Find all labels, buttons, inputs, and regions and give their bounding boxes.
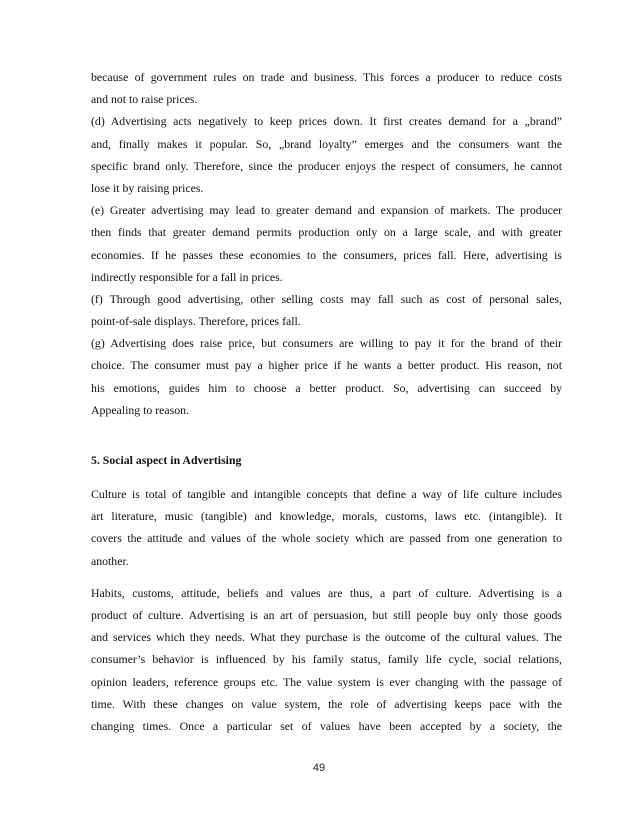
text-line: Culture is total of tangible and intangible concepts that define a way of life culture includes [91,487,562,501]
text-line: and not to raise prices. [91,92,198,107]
text-line: covers the attitude and values of the whole society which are passed from one generation to [91,531,562,546]
text-line: specific brand only. Therefore, since the producer enjoys the respect of consumers, he cannot [91,158,562,173]
text-line: (f) Through good advertising, other selling costs may fall such as cost of personal sales, [91,291,562,306]
text-line: (g) Advertising does raise price, but consumers are willing to pay it for the brand of their [91,336,562,351]
paragraph-culture [91,483,562,572]
text-line: lose it by raising prices. [91,180,204,195]
text-line: changing times. Once a particular set of values have been accepted by a society, the [91,718,562,733]
list-item-d [91,110,562,199]
text-line: time. With these changes on value system, the role of advertising keeps pace with the [91,696,562,711]
paragraph-habits [91,582,562,737]
list-item-e [91,199,562,288]
text-line: product of culture. Advertising is an art of persuasion, but still people buy only those goods [91,607,562,622]
text-line: indirectly responsible for a fall in prices. [91,269,283,284]
text-line: consumer’s behavior is influenced by his family status, family life cycle, social relations, [91,652,562,667]
text-line: art literature, music (tangible) and knowledge, morals, customs, laws etc. (intangible). It [91,509,562,524]
text-line: (e) Greater advertising may lead to greater demand and expansion of markets. The producer [91,203,562,218]
text-line: and, finally makes it popular. So, „brand loyalty” emerges and the consumers want the [91,136,562,151]
text-line: another. [91,553,129,568]
text-line: Habits, customs, attitude, beliefs and values are thus, a part of culture. Advertising is a [91,585,562,600]
text-line: (d) Advertising acts negatively to keep prices down. It first creates demand for a „brand” [91,114,562,129]
list-item-f [91,288,562,332]
text-line: then finds that greater demand permits production only on a large scale, and with greater [91,225,562,240]
paragraph-continuation [91,66,562,110]
page-number: 49 [312,762,326,774]
text-line: point-of-sale displays. Therefore, prices fall. [91,314,301,329]
section-heading: 5. Social aspect in Advertising [91,453,242,467]
text-line: opinion leaders, reference groups etc. The value system is ever changing with the passage of [91,674,562,689]
document-page [91,66,562,737]
text-line: Appealing to reason. [91,402,189,417]
text-line: and services which they needs. What they purchase is the outcome of the cultural values. The [91,630,562,645]
text-line: his emotions, guides him to choose a better product. So, advertising can succeed by [91,380,562,395]
list-item-g [91,332,562,421]
text-line: choice. The consumer must pay a higher price if he wants a better product. His reason, not [91,358,562,373]
text-line: because of government rules on trade and business. This forces a producer to reduce costs [91,70,562,84]
text-line: economies. If he passes these economies to the consumers, prices fall. Here, advertising is [91,247,562,262]
